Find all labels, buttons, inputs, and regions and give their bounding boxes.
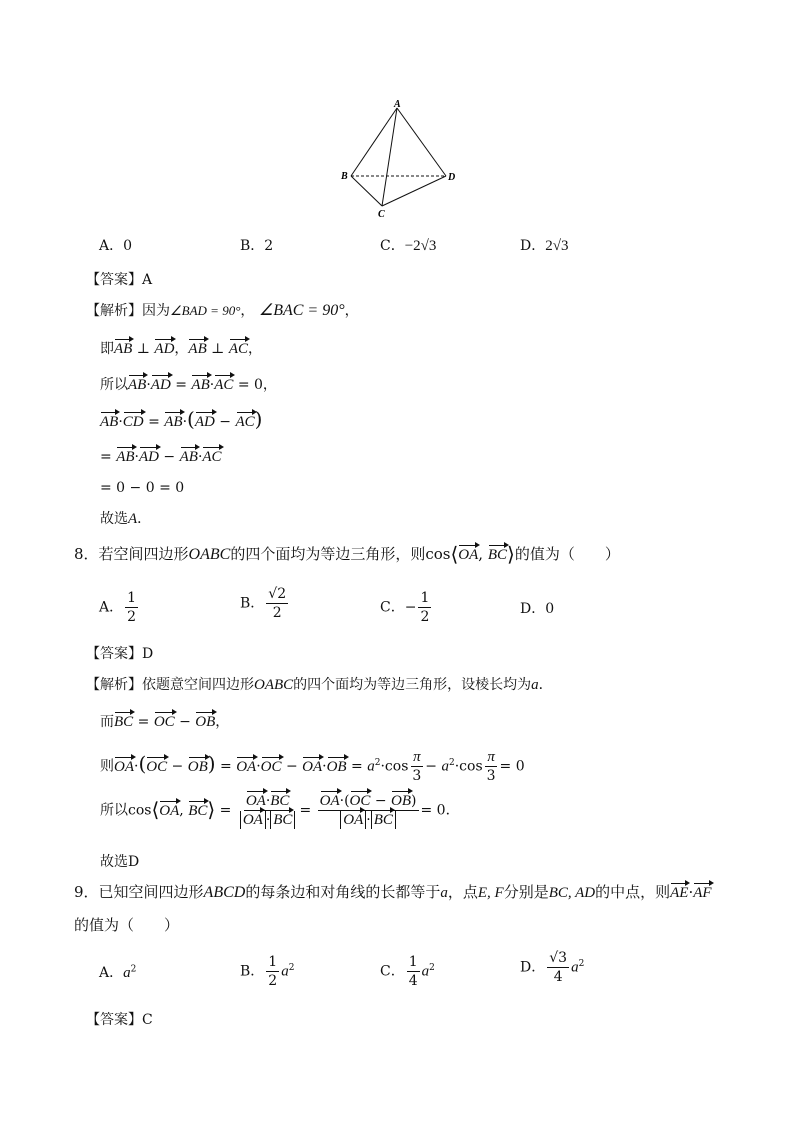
q7-analysis-line1: 【解析】因为∠BAD = 90°， ∠BAC = 90°， <box>86 302 359 319</box>
vertex-label-a: A <box>394 99 401 110</box>
q7-analysis-line3: 所以AB·AD = AB·AC = 0， <box>100 377 277 393</box>
q7-option-b: B．2 <box>240 238 274 254</box>
q9-option-b: B． $\frac{1}{2}$ $a^2$ <box>240 954 295 989</box>
q9-stem-line2: 的值为（ ） <box>74 916 180 934</box>
edge-cd <box>382 176 446 206</box>
edge-ad <box>397 108 446 176</box>
q8-stem: 8．若空间四边形OABC的四个面均为等边三角形，则cos⟨OA, BC⟩的值为（ ） <box>74 542 620 566</box>
vertex-label-d: D <box>448 172 456 183</box>
q8-answer: 【答案】D <box>86 646 154 662</box>
q7-analysis-line6: = 0 − 0 = 0 <box>100 480 185 496</box>
edge-ac <box>382 108 397 206</box>
q8-option-b: B． $\frac{√2}{2}$ <box>240 586 287 621</box>
edge-bc <box>351 176 382 206</box>
vertex-label-b: B <box>341 171 348 182</box>
q8-analysis-line3: 则$OA\cdot(OC - OB) = OA\cdot OC - OA\cdot OB = a^2\cdot\cos$ $\frac{\pi}{3}$ − $a^2\cdot\cos$ $\frac{\pi}{3}$ = 0 <box>100 749 525 784</box>
q9-option-c: C． $\frac{1}{4}$ $a^2$ <box>380 954 435 989</box>
q7-answer: 【答案】A <box>86 272 153 288</box>
q8-analysis-line1: 【解析】依题意空间四边形OABC的四个面均为等边三角形，设棱长均为a． <box>86 677 553 693</box>
q9-answer: 【答案】C <box>86 1012 153 1028</box>
q7-option-d: D．2√3 <box>520 238 569 254</box>
q8-option-c: C．− $\frac{1}{2}$ <box>380 590 430 625</box>
q9-option-d: D． $\frac{√3}{4}$ $a^2$ <box>520 950 585 985</box>
q9-option-a: A．$a^2$ <box>99 964 137 981</box>
vertex-label-c: C <box>378 209 385 220</box>
q7-option-a: A．0 <box>99 238 133 254</box>
q8-conclusion: 故选D <box>100 854 140 870</box>
q7-analysis-line4: AB·CD = AB·(AD − AC) <box>100 407 263 431</box>
q8-option-a: A． $\frac{1}{2}$ <box>99 590 137 625</box>
q7-conclusion: 故选A． <box>100 511 152 527</box>
q8-analysis-line2: 而BC = OC − OB， <box>100 714 230 730</box>
q7-analysis-line5: = AB·AD − AB·AC <box>100 449 222 465</box>
tetrahedron-figure <box>338 96 458 220</box>
q8-option-d: D．0 <box>520 601 555 617</box>
q7-option-c: C．−2√3 <box>380 238 437 254</box>
edge-ab <box>351 108 397 176</box>
q7-analysis-line2: 即AB ⊥ AD，AB ⊥ AC， <box>100 341 262 357</box>
q9-stem-line1: 9．已知空间四边形ABCD的每条边和对角线的长都等于a，点E, F分别是BC, AD的中点，则AE·AF <box>74 883 712 901</box>
q8-analysis-line4: 所以cos⟨OA, BC⟩ = $\frac{OA\cdot BC}{OA \cdot BC}$ = $\frac{OA\cdot(OC - OB)}{OA \cdot BC}$ = 0． <box>100 793 460 828</box>
